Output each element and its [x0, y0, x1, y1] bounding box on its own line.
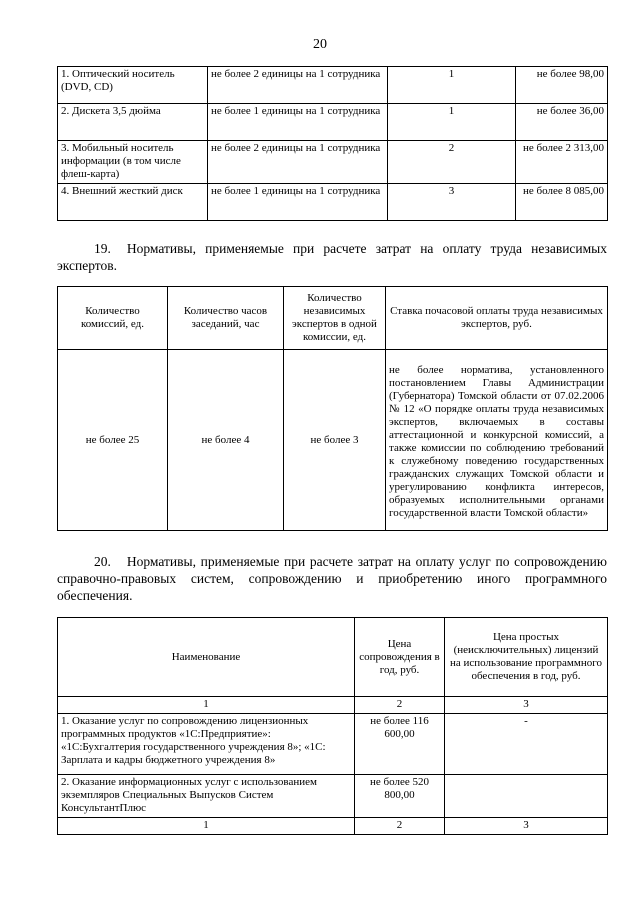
item-norm: не более 1 единицы на 1 сотрудника — [208, 184, 388, 221]
section-text: Нормативы, применяемые при расчете затрат на оплату услуг по сопровождению справочно-правовых систем, сопровождению и приобретению иного программного обеспечения. — [57, 554, 607, 603]
license-price — [445, 775, 608, 818]
column-number-row — [58, 697, 608, 714]
column-header: Наименование — [58, 618, 355, 697]
support-price: не более 116 600,00 — [355, 714, 445, 775]
column-number: 3 — [445, 697, 608, 714]
cell-experts: не более 3 — [284, 350, 386, 531]
column-number: 2 — [355, 818, 445, 835]
column-number: 2 — [355, 697, 445, 714]
item-name: 3. Мобильный носитель информации (в том числе флеш-карта) — [58, 141, 208, 184]
table-row — [58, 141, 608, 184]
item-name: 1. Оптический носитель (DVD, CD) — [58, 67, 208, 104]
table-row — [58, 775, 608, 818]
cell-rate: не более норматива, установленного постановлением Главы Администрации (Губернатора) Томской области от 07.02.2006 № 12 «О порядке оплаты труда независимых экспертов, включаемых в составы аттестационной и конкурсной комиссий, а также комиссии по соблюдению требований к служебному поведению государственных гражданских служащих Томской области и урегулированию конфликта интересов, образуемых исполнительными органами государственной власти Томской области» — [386, 350, 608, 531]
item-period: 2 — [388, 141, 516, 184]
item-price: не более 8 085,00 — [516, 184, 608, 221]
section-number: 20. — [94, 554, 111, 569]
experts-table — [57, 286, 608, 531]
cell-commissions: не более 25 — [58, 350, 168, 531]
table-row — [58, 350, 608, 531]
column-header: Количество комиссий, ед. — [58, 287, 168, 350]
item-price: не более 36,00 — [516, 104, 608, 141]
service-name: 2. Оказание информационных услуг с использованием экземпляров Специальных Выпусков Систем КонсультантПлюс — [58, 775, 355, 818]
column-number: 3 — [445, 818, 608, 835]
license-price: - — [445, 714, 608, 775]
table-row — [58, 67, 608, 104]
item-norm: не более 1 единицы на 1 сотрудника — [208, 104, 388, 141]
section-19-paragraph — [57, 240, 607, 274]
item-period: 1 — [388, 67, 516, 104]
software-table — [57, 617, 608, 835]
support-price: не более 520 800,00 — [355, 775, 445, 818]
item-norm: не более 2 единицы на 1 сотрудника — [208, 67, 388, 104]
item-name: 4. Внешний жесткий диск — [58, 184, 208, 221]
section-number: 19. — [94, 241, 111, 256]
section-text: Нормативы, применяемые при расчете затрат на оплату труда независимых экспертов. — [57, 241, 607, 273]
table-row — [58, 184, 608, 221]
section-20-paragraph — [57, 553, 607, 604]
table-row — [58, 714, 608, 775]
column-header: Цена простых (неисключительных) лицензий на использование программного обеспечения в год, руб. — [445, 618, 608, 697]
column-number-row — [58, 818, 608, 835]
item-norm: не более 2 единицы на 1 сотрудника — [208, 141, 388, 184]
item-period: 3 — [388, 184, 516, 221]
column-number: 1 — [58, 818, 355, 835]
item-period: 1 — [388, 104, 516, 141]
table-header-row — [58, 618, 608, 697]
column-header: Цена сопровождения в год, руб. — [355, 618, 445, 697]
column-header: Ставка почасовой оплаты труда независимых экспертов, руб. — [386, 287, 608, 350]
table-header-row — [58, 287, 608, 350]
item-name: 2. Дискета 3,5 дюйма — [58, 104, 208, 141]
table-row — [58, 104, 608, 141]
item-price: не более 98,00 — [516, 67, 608, 104]
column-header: Количество часов заседаний, час — [168, 287, 284, 350]
service-name: 1. Оказание услуг по сопровождению лицензионных программных продуктов «1С:Предприятие»: «1С:Бухгалтерия государственного учреждения 8»; «1С: Зарплата и кадры бюджетного учреждения 8» — [58, 714, 355, 775]
column-number: 1 — [58, 697, 355, 714]
storage-media-table — [57, 66, 608, 221]
item-price: не более 2 313,00 — [516, 141, 608, 184]
cell-hours: не более 4 — [168, 350, 284, 531]
column-header: Количество независимых экспертов в одной комиссии, ед. — [284, 287, 386, 350]
page-number: 20 — [313, 37, 327, 52]
